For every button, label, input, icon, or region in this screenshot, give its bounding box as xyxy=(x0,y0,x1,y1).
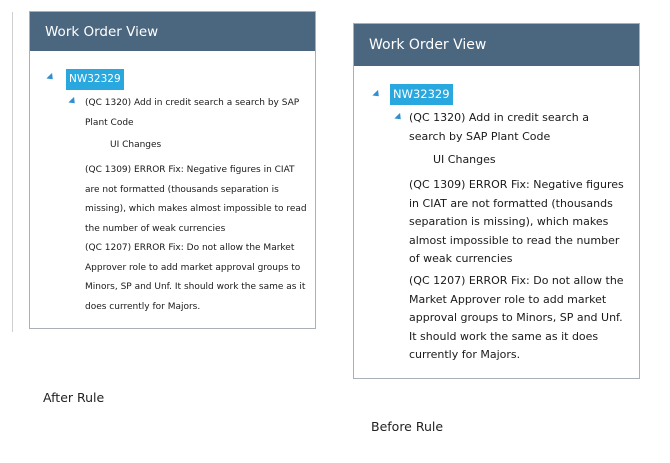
left-edge-divider xyxy=(12,12,13,332)
tree-item-ui-changes[interactable]: UI Changes xyxy=(110,140,162,150)
before-rule-panel xyxy=(353,23,640,379)
panel-header xyxy=(30,12,315,51)
expand-triangle-icon[interactable] xyxy=(372,90,381,99)
tree-item-ui-changes[interactable]: UI Changes xyxy=(433,153,496,166)
tree-node-work-order[interactable]: NW32329 xyxy=(390,84,453,105)
before-rule-caption: Before Rule xyxy=(371,419,444,434)
panel-title: Work Order View xyxy=(45,23,159,40)
expand-triangle-icon[interactable] xyxy=(68,97,77,106)
tree-item-qc1320[interactable]: (QC 1320) Add in credit search a search by SAP Plant Code xyxy=(409,111,589,143)
after-rule-panel xyxy=(29,11,316,329)
tree-item-qc1309[interactable]: (QC 1309) ERROR Fix: Negative figures in CIAT are not formatted (thousands separation is missing), which makes almost impossible to read the number of weak currencies xyxy=(85,165,307,234)
tree-item-qc1309[interactable]: (QC 1309) ERROR Fix: Negative figures in CIAT are not formatted (thousands separation is missing), which makes almost impossible to read the number of weak currencies xyxy=(409,178,624,265)
tree-item-qc1207[interactable]: (QC 1207) ERROR Fix: Do not allow the Market Approver role to add market approval groups to Minors, SP and Unf. It should work the same as it does currently for Majors. xyxy=(409,274,624,361)
after-rule-caption: After Rule xyxy=(43,390,105,405)
tree-node-work-order[interactable]: NW32329 xyxy=(66,69,124,90)
panel-title: Work Order View xyxy=(369,37,487,53)
tree-item-qc1207[interactable]: (QC 1207) ERROR Fix: Do not allow the Market Approver role to add market approval groups to Minors, SP and Unf. It should work the same as it does currently for Majors. xyxy=(85,243,306,312)
tree-item-qc1320[interactable]: (QC 1320) Add in credit search a search by SAP Plant Code xyxy=(85,98,300,128)
expand-triangle-icon[interactable] xyxy=(46,73,55,82)
expand-triangle-icon[interactable] xyxy=(394,113,403,122)
panel-header xyxy=(354,24,639,66)
